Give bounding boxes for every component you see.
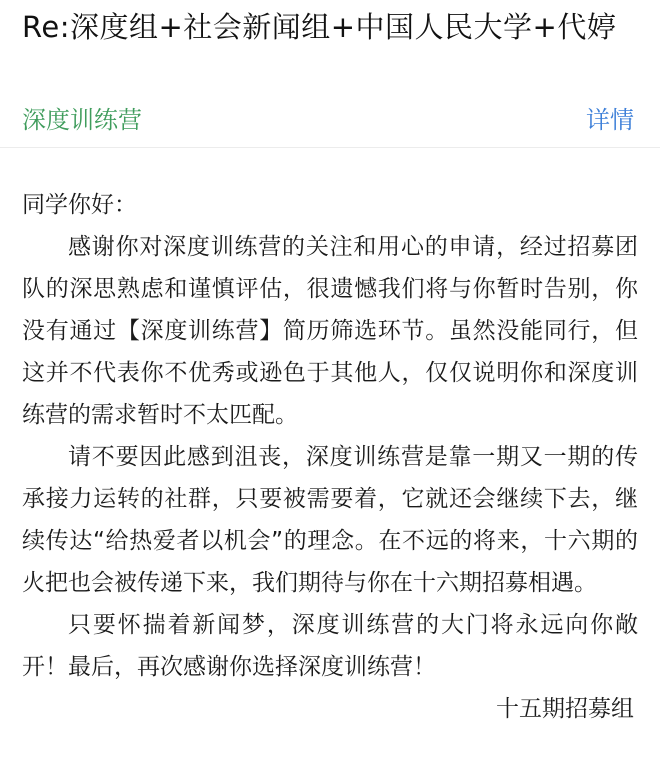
email-greeting: 同学你好： xyxy=(22,192,137,218)
details-link[interactable]: 详情 xyxy=(586,106,634,134)
email-subject: Re:深度组+社会新闻组+中国人民大学+代婷 xyxy=(22,10,617,44)
email-paragraph: 请不要因此感到沮丧，深度训练营是靠一期又一期的传承接力运转的社群，只要被需要着，它就还会继续下去，继续传达“给热爱者以机会”的理念。在不远的将来，十六期的火把也会被传递下来，我们期待与你在十六期招募相遇。 xyxy=(22,444,638,596)
email-meta xyxy=(22,100,634,135)
sender-name[interactable]: 深度训练营 xyxy=(22,106,142,134)
email-body xyxy=(0,148,660,730)
email-paragraph: 只要怀揣着新闻梦，深度训练营的大门将永远向你敞开！最后，再次感谢你选择深度训练营！ xyxy=(22,612,638,680)
email-signature: 十五期招募组 xyxy=(496,696,634,722)
email-paragraph: 感谢你对深度训练营的关注和用心的申请，经过招募团队的深思熟虑和谨慎评估，很遗憾我们将与你暂时告别，你没有通过【深度训练营】简历筛选环节。虽然没能同行，但这并不代表你不优秀或逊色于其他人，仅仅说明你和深度训练营的需求暂时不太匹配。 xyxy=(22,234,638,428)
email-header xyxy=(0,0,660,148)
